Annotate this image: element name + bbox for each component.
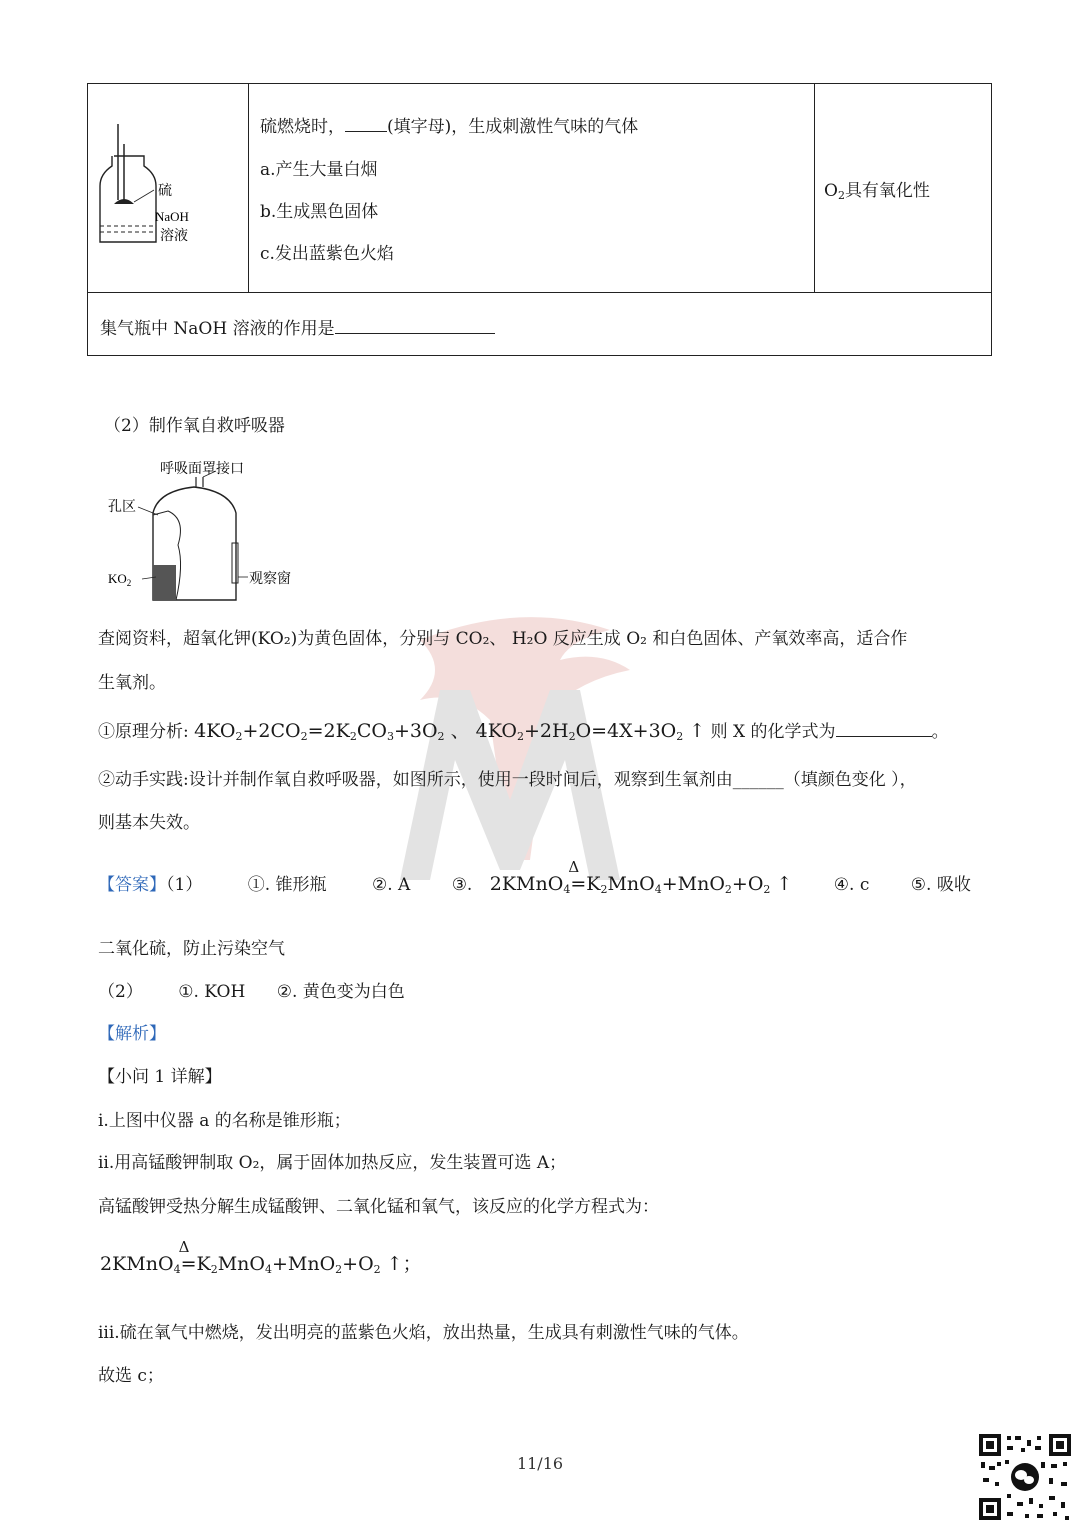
breathing-device-diagram xyxy=(108,455,313,605)
table-divider-2 xyxy=(814,84,815,292)
label-hole-area: 孔区 xyxy=(108,500,136,515)
analysis-subtitle: 【小问 1 详解】 xyxy=(98,1067,222,1087)
answer-tag: 【答案】 xyxy=(98,875,166,895)
answer-continuation: 二氧化硫，防止污染空气 xyxy=(98,939,285,959)
conclusion-cell: $O_2$具有氧化性 xyxy=(824,181,930,202)
option-a: a.产生大量白烟 xyxy=(260,160,378,180)
flask-label-naoh: NaOH xyxy=(155,209,189,224)
analysis-line-3: 高锰酸钾受热分解生成锰酸钾、二氧化锰和氧气，该反应的化学方程式为： xyxy=(98,1197,659,1217)
sulfur-flask-diagram xyxy=(98,122,218,252)
qr-code-icon xyxy=(977,1432,1073,1522)
label-observation-window: 观察窗 xyxy=(249,572,291,587)
option-b: b.生成黑色固体 xyxy=(260,202,379,222)
analysis-tag: 【解析】 xyxy=(98,1024,166,1044)
question-line: 硫燃烧时， (填字母)，生成刺激性气味的气体 xyxy=(260,112,638,137)
practice-line-1: ②动手实践:设计并制作氧自救呼吸器，如图所示，使用一段时间后，观察到生氧剂由______（填颜色变化 ）， xyxy=(98,770,917,790)
option-c: c.发出蓝紫色火焰 xyxy=(260,244,394,264)
reaction-equations: $4KO_2+2CO_2=2K_2CO_3+3O_2$ 、 $4KO_2+2H_2O=4X+3O_2$ ↑ xyxy=(194,720,706,743)
answer-line-2: （2） ①. KOH ②. 黄色变为白色 xyxy=(98,982,405,1002)
answer-blank xyxy=(345,114,387,132)
analysis-line-4: iii.硫在氧气中燃烧，发出明亮的蓝紫色火焰，放出热量，生成具有刺激性气味的气体。 xyxy=(98,1323,749,1343)
flask-label-sulfur: 硫 xyxy=(158,184,172,199)
label-ko2: $KO_2$ xyxy=(108,571,132,588)
flask-label-solution: 溶液 xyxy=(160,229,188,244)
info-line-2: 生氧剂。 xyxy=(98,673,166,693)
analysis-line-2: ii.用高锰酸钾制取 O₂，属于固体加热反应，发生装置可选 A； xyxy=(98,1153,567,1173)
analysis-line-5: 故选 c； xyxy=(98,1366,164,1386)
bottom-row-question: 集气瓶中 NaOH 溶液的作用是 xyxy=(100,314,495,339)
answer-equation: 2KMnO$_4$= Δ $K_2MnO_4+MnO_2+O_2$ ↑ xyxy=(489,858,793,896)
label-mask-port: 呼吸面罩接口 xyxy=(160,462,244,477)
analysis-equation: 2KMnO$_4$= Δ $K_2MnO_4+MnO_2+O_2$ ↑； xyxy=(100,1238,422,1276)
part2-title: （2）制作氧自救呼吸器 xyxy=(104,416,285,436)
experiment-table xyxy=(87,83,992,356)
table-row-divider xyxy=(88,292,991,293)
principle-line: ①原理分析: $4KO_2+2CO_2=2K_2CO_3+3O_2$ 、 $4KO_2+2H_2O=4X+3O_2$ ↑ 则 X 的化学式为 。 xyxy=(98,720,949,743)
table-divider-1 xyxy=(248,84,249,292)
page-number: 11/16 xyxy=(516,1454,564,1473)
answer-blank xyxy=(836,719,932,737)
answer-blank xyxy=(335,316,495,334)
practice-line-2: 则基本失效。 xyxy=(98,813,200,833)
analysis-line-1: i.上图中仪器 a 的名称是锥形瓶； xyxy=(98,1111,351,1131)
info-line-1: 查阅资料，超氧化钾(KO₂)为黄色固体，分别与 CO₂、 H₂O 反应生成 O₂ 和白色固体、产氧效率高，适合作 xyxy=(98,629,908,649)
answer-line-1: 【答案】（1） ①. 锥形瓶 ②. A ③. 2KMnO$_4$= Δ $K_2MnO_4+MnO_2+O_2$ ↑ ④. c ⑤. 吸收 xyxy=(98,858,971,896)
